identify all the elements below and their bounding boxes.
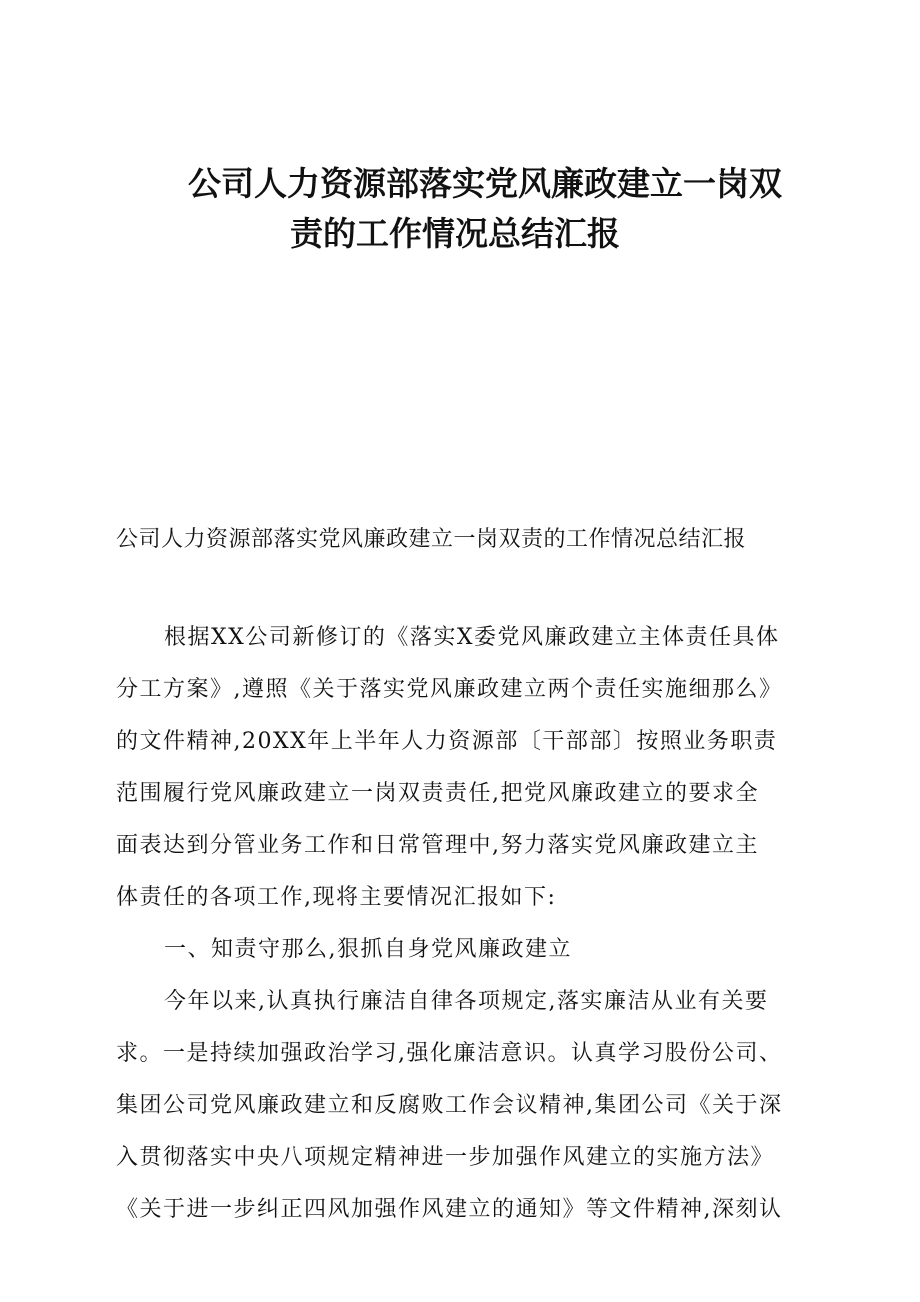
body-line: 求。一是持续加强政治学习,强化廉洁意识。认真学习股份公司、 bbox=[116, 1041, 783, 1066]
body-line: 入贯彻落实中央八项规定精神进一步加强作风建立的实施方法》 bbox=[116, 1145, 775, 1170]
body-line: 面表达到分管业务工作和日常管理中,努力落实党风廉政建立主 bbox=[116, 833, 759, 858]
body-line: 《关于进一步纠正四风加强作风建立的通知》等文件精神,深刻认 bbox=[116, 1197, 783, 1222]
body-line: 今年以来,认真执行廉洁自律各项规定,落实廉洁从业有关要 bbox=[164, 989, 769, 1014]
document-subtitle: 公司人力资源部落实党风廉政建立一岗双责的工作情况总结汇报 bbox=[116, 527, 747, 552]
body-line: 的文件精神,20XX年上半年人力资源部〔干部部〕按照业务职责 bbox=[116, 729, 778, 754]
body-line: 体责任的各项工作,现将主要情况汇报如下: bbox=[116, 885, 557, 910]
document-title-line-2: 责的工作情况总结汇报 bbox=[290, 214, 620, 253]
document-body bbox=[116, 612, 816, 1236]
section-heading: 一、知责守那么,狠抓自身党风廉政建立 bbox=[164, 937, 572, 962]
body-line: 根据XX公司新修订的《落实X委党风廉政建立主体责任具体 bbox=[164, 625, 780, 650]
body-line: 分工方案》,遵照《关于落实党风廉政建立两个责任实施细那么》 bbox=[116, 677, 783, 702]
document-title-line-1: 公司人力资源部落实党风廉政建立一岗双 bbox=[188, 164, 782, 203]
body-line: 集团公司党风廉政建立和反腐败工作会议精神,集团公司《关于深 bbox=[116, 1093, 783, 1118]
body-line: 范围履行党风廉政建立一岗双责责任,把党风廉政建立的要求全 bbox=[116, 781, 759, 806]
